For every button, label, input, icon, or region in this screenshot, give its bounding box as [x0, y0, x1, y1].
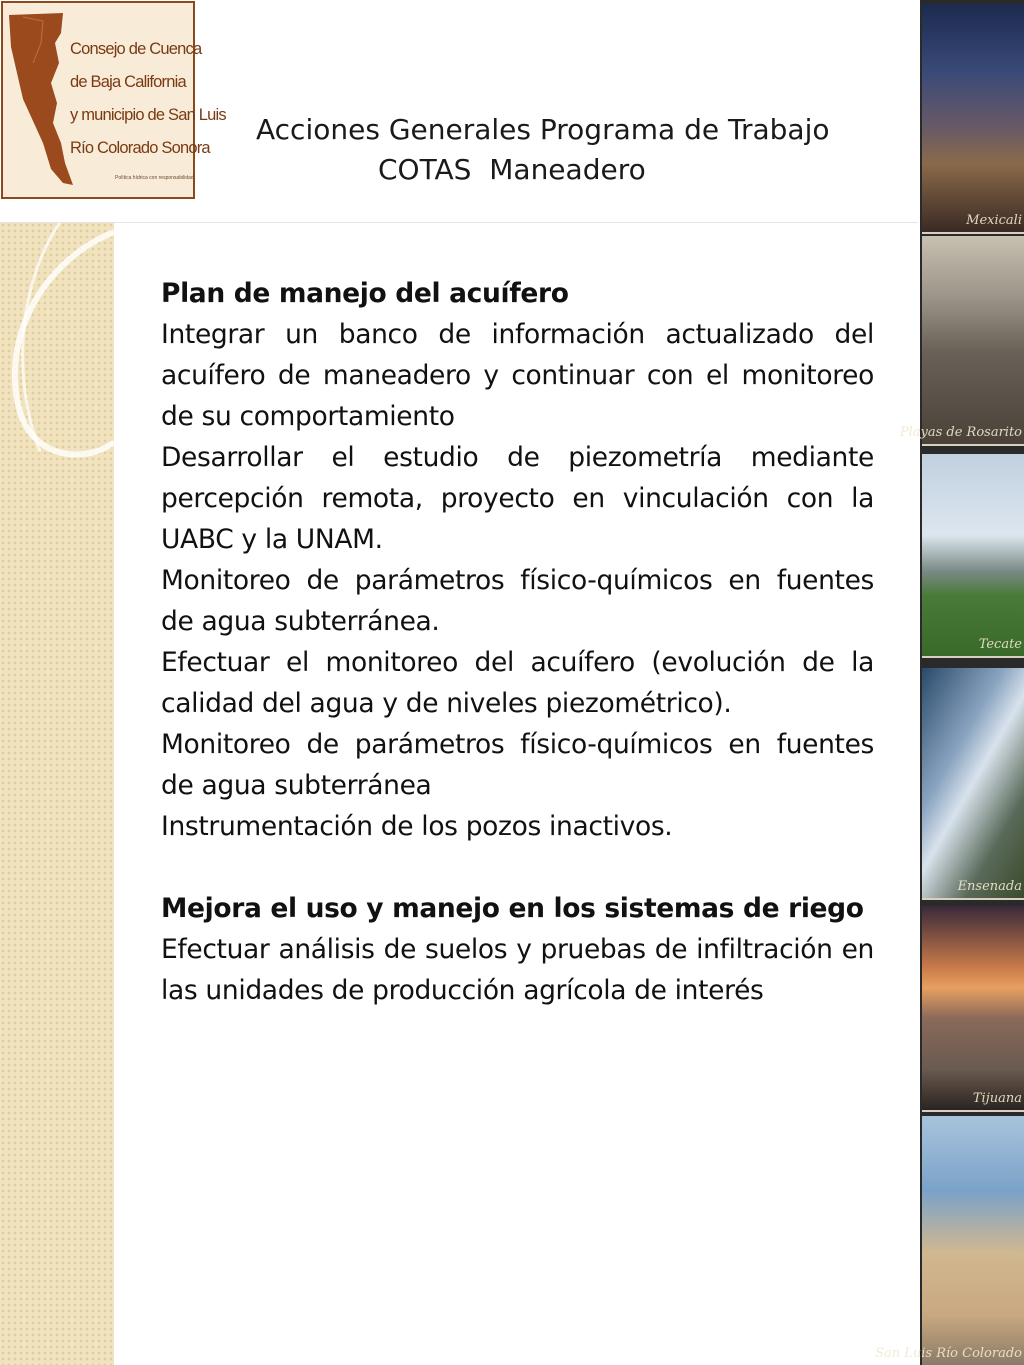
photo-caption: Ensenada — [957, 879, 1022, 894]
action-item: Monitoreo de parámetros físico-químicos en fuentes de agua subterránea. — [161, 565, 874, 637]
section-spacer — [161, 847, 874, 888]
photo-caption: Tijuana — [972, 1091, 1022, 1106]
action-item: Efectuar el monitoreo del acuífero (evolución de la calidad del agua y de niveles piezométrico). — [161, 647, 874, 719]
action-item: Desarrollar el estudio de piezometría mediante percepción remota, proyecto en vinculación con la UABC y la UNAM. — [161, 442, 874, 555]
title-line-2: COTAS Maneadero — [378, 153, 646, 186]
photo-strip — [875, 0, 1024, 1365]
city-photo-tijuana — [922, 906, 1024, 1112]
page-title — [256, 110, 856, 190]
logo-line: y municipio de San Luis — [70, 106, 226, 124]
action-item: Integrar un banco de información actualizado del acuífero de maneadero y continuar con el monitoreo de su comportamiento — [161, 319, 874, 432]
city-photo-san-luis — [875, 1116, 1024, 1365]
photo-caption: Tecate — [978, 637, 1022, 652]
main-content — [161, 273, 874, 1011]
city-photo-ensenada — [922, 668, 1024, 900]
logo-text — [70, 33, 226, 165]
city-photo-mexicali — [922, 4, 1024, 234]
decorative-left-strip — [0, 222, 114, 1365]
action-item: Efectuar análisis de suelos y pruebas de infiltración en las unidades de producción agrícola de interés — [161, 934, 874, 1006]
section-heading: Plan de manejo del acuífero — [161, 278, 569, 309]
logo-line: Río Colorado Sonora — [70, 139, 210, 157]
section-heading: Mejora el uso y manejo en los sistemas de riego — [161, 893, 864, 924]
logo-line: de Baja California — [70, 73, 186, 91]
decorative-swirl — [0, 222, 114, 1365]
photo-caption: Mexicali — [966, 213, 1022, 228]
title-line-1: Acciones Generales Programa de Trabajo — [256, 113, 830, 146]
logo-line: Consejo de Cuenca — [70, 40, 202, 58]
photo-caption: Playas de Rosarito — [899, 425, 1022, 440]
city-photo-rosarito — [899, 236, 1024, 446]
action-item: Monitoreo de parámetros físico-químicos en fuentes de agua subterránea — [161, 729, 874, 801]
city-photo-tecate — [922, 454, 1024, 658]
photo-caption: San Luis Río Colorado — [875, 1346, 1022, 1361]
logo-tagline: Política hídrica con responsabilidad — [115, 175, 194, 181]
slide-header — [0, 0, 918, 223]
organization-logo — [1, 1, 226, 199]
action-item: Instrumentación de los pozos inactivos. — [161, 811, 673, 842]
